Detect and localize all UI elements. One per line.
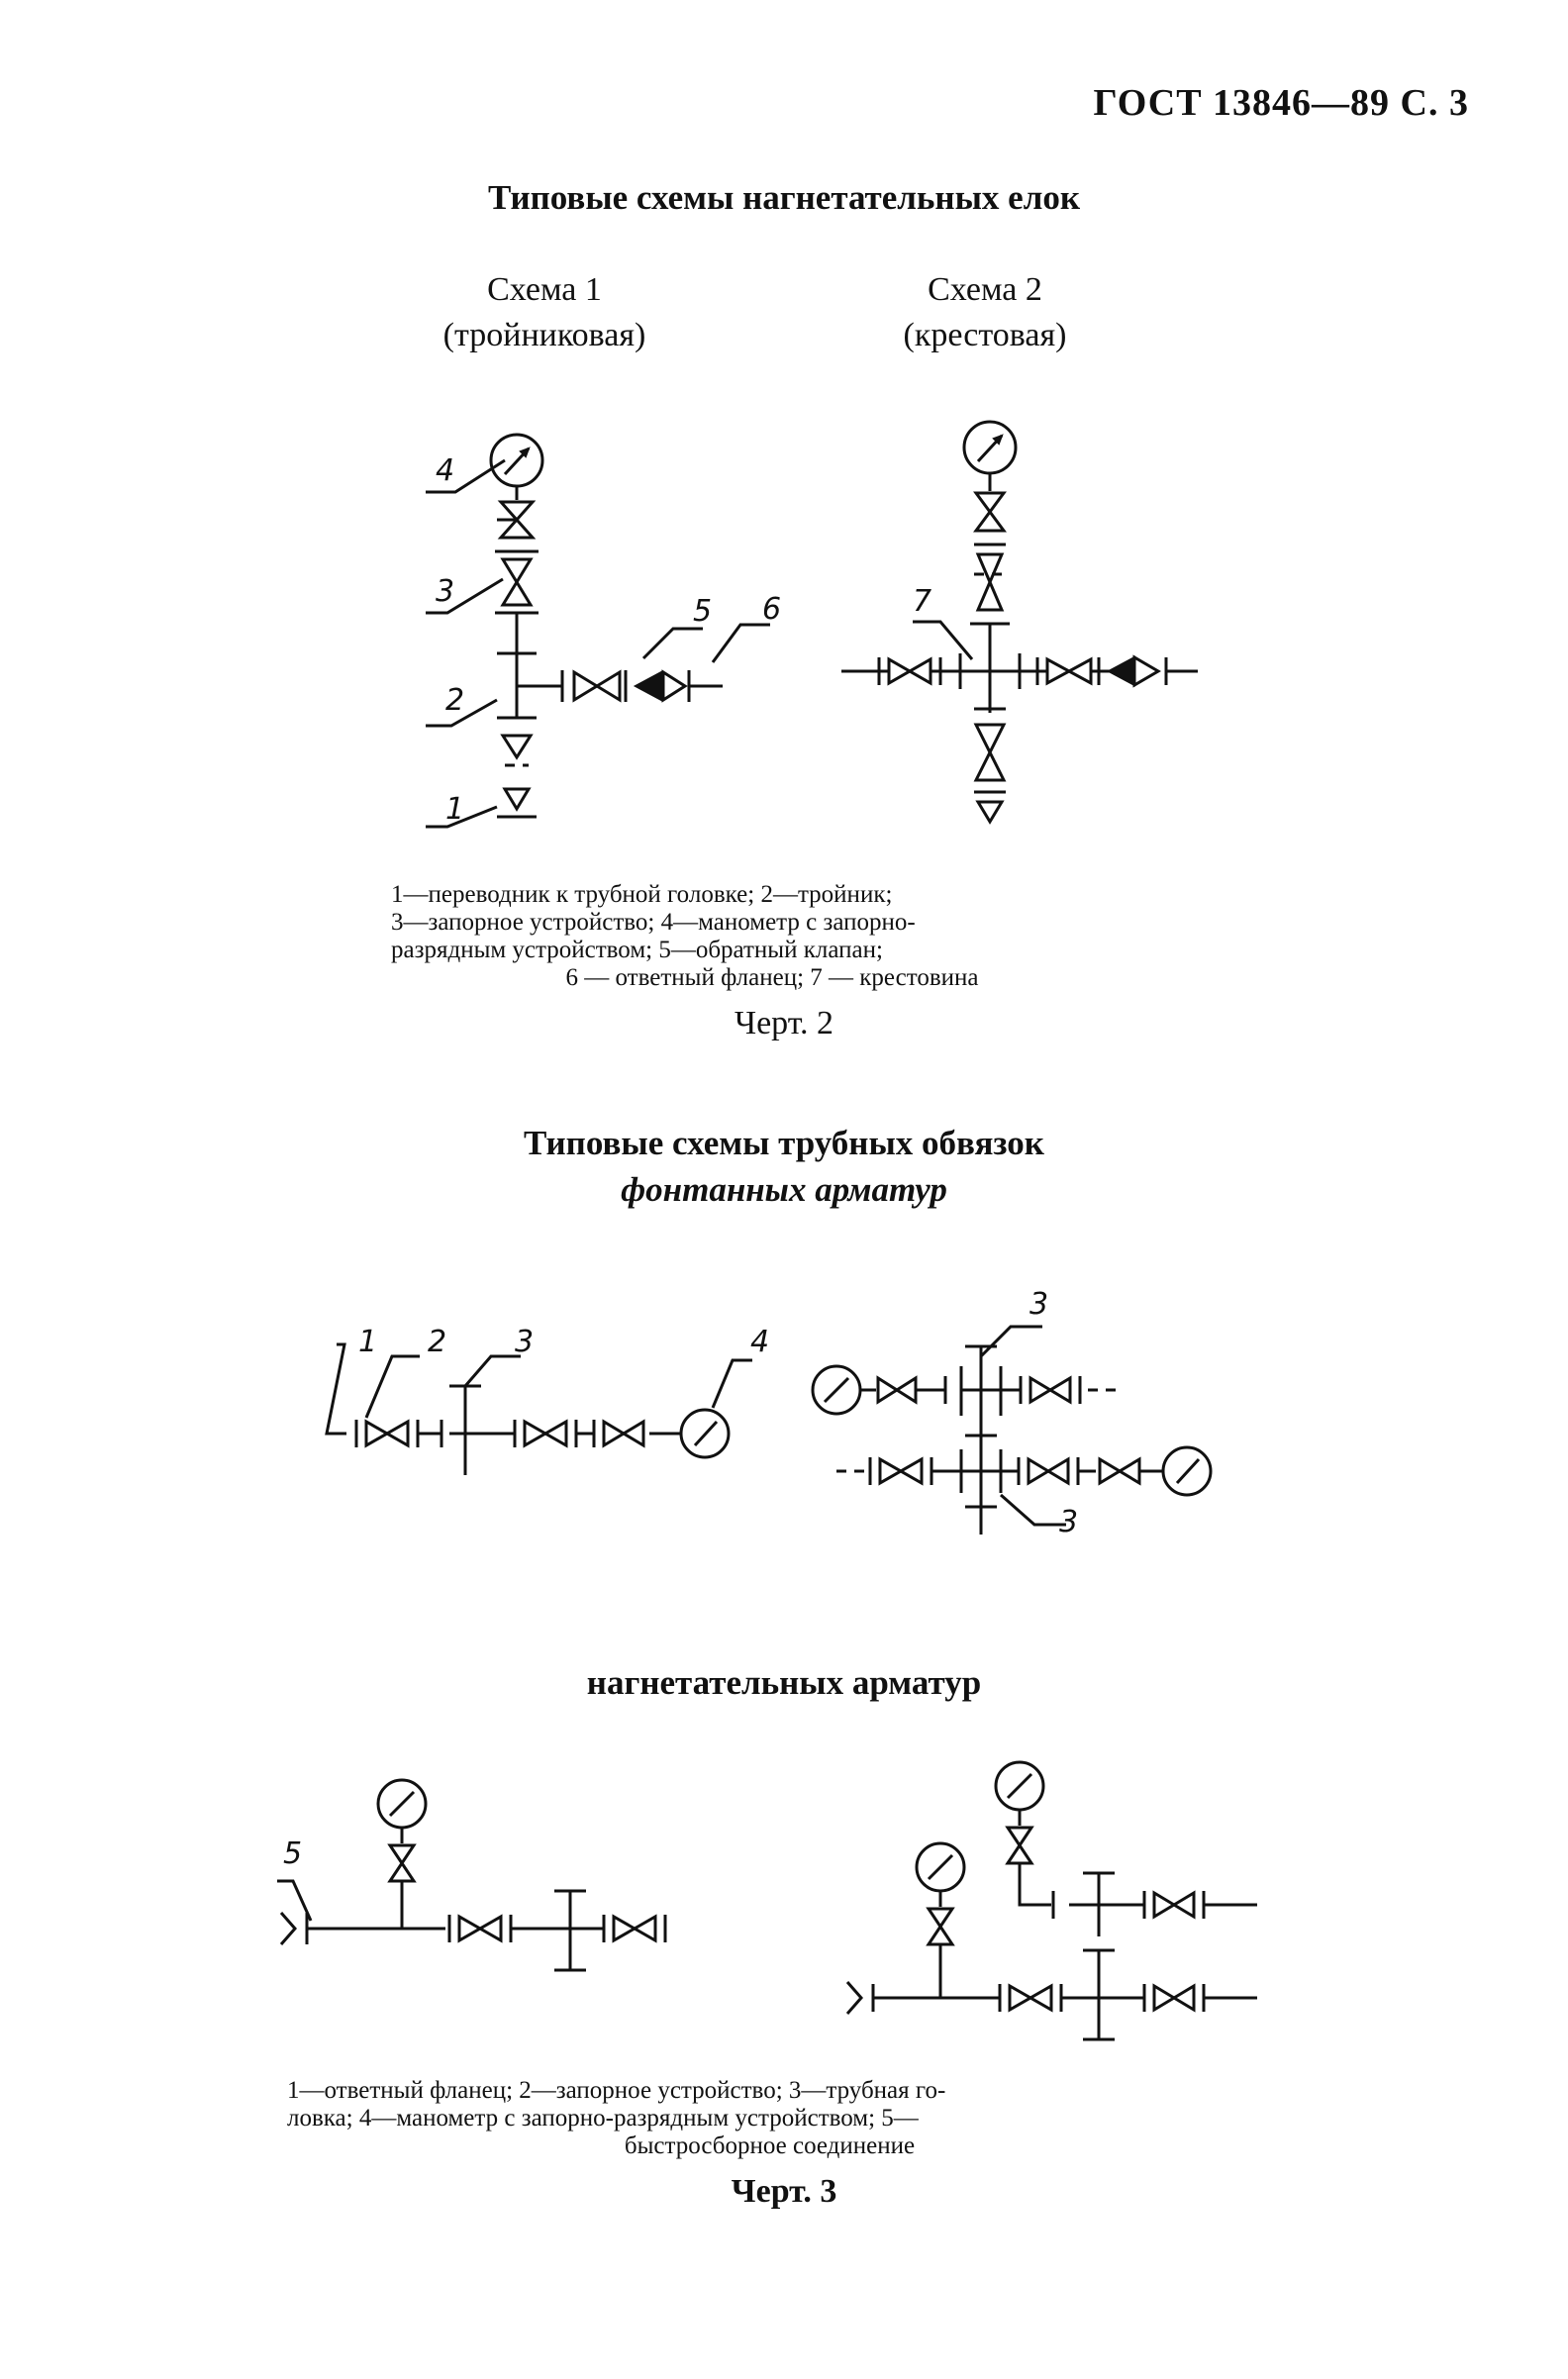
valve-icon (976, 493, 1004, 531)
valve-icon (1100, 1459, 1139, 1483)
callout-7: 7 (913, 584, 932, 619)
callout-4: 4 (750, 1325, 770, 1359)
scheme1-name: Схема 1 (487, 271, 602, 308)
valve-icon (495, 551, 539, 613)
figure-caption-2: Черт. 2 (734, 1005, 834, 1041)
legend-line: 3—запорное устройство; 4—манометр с запорно- (391, 909, 916, 936)
scheme2-name: Схема 2 (928, 271, 1042, 308)
valve-icon (974, 554, 1006, 610)
valve-icon (1030, 1378, 1070, 1402)
callout-6: 6 (762, 592, 782, 627)
injection-scheme-left (267, 1772, 762, 1990)
callout-4: 4 (436, 453, 455, 488)
legend-line: разрядным устройством; 5—обратный клапан; (391, 937, 883, 963)
valve-icon (459, 1917, 501, 1940)
valve-icon (1154, 1986, 1194, 2010)
valve-icon (497, 502, 533, 538)
legend-chart-2 (391, 881, 1153, 992)
fountain-scheme-left (317, 1317, 782, 1475)
section1-title: Типовые схемы нагнетательных елок (487, 178, 1081, 217)
valve-icon (604, 1422, 643, 1445)
callout-5: 5 (693, 594, 713, 629)
valve-icon (1008, 1828, 1031, 1863)
valve-icon (503, 736, 531, 765)
check-valve-icon (1109, 657, 1158, 685)
figure-caption-3: Черт. 3 (731, 2173, 837, 2210)
scheme1-type: (тройниковая) (442, 317, 646, 353)
callout-1: 1 (445, 792, 465, 827)
callout-3: 3 (515, 1325, 535, 1359)
fountain-scheme-right (807, 1287, 1262, 1544)
legend-line: ловка; 4—манометр с запорно-разрядным устройством; 5— (287, 2105, 919, 2131)
valve-icon (878, 1378, 916, 1402)
legend-line: 6 — ответный фланец; 7 — крестовина (565, 964, 979, 991)
legend-chart-3 (287, 2077, 1252, 2160)
valve-icon (929, 1909, 952, 1944)
valve-icon (1010, 1986, 1051, 2010)
check-valve-icon (636, 672, 685, 700)
section2-title-line1: Типовые схемы трубных обвязок (524, 1124, 1044, 1162)
valve-icon (614, 1917, 655, 1940)
legend-line: быстросборное соединение (624, 2132, 916, 2159)
callout-3-upper: 3 (1029, 1287, 1049, 1322)
callout-3-lower: 3 (1059, 1505, 1079, 1539)
scheme2-label (836, 267, 1133, 358)
scheme1-label (396, 267, 693, 358)
callout-2: 2 (445, 683, 465, 718)
valve-icon (366, 1422, 408, 1445)
valve-icon (574, 672, 620, 700)
scheme2-diagram (832, 416, 1227, 832)
section2-title-line2: фонтанных арматур (621, 1170, 947, 1209)
legend-line: 1—ответный фланец; 2—запорное устройство; 3—трубная го- (287, 2077, 946, 2104)
valve-icon (390, 1845, 414, 1881)
scheme1-diagram (426, 421, 802, 846)
valve-icon (525, 1422, 566, 1445)
section2-subtitle: нагнетательных арматур (586, 1663, 982, 1702)
injection-scheme-right (832, 1752, 1267, 2049)
callout-1: 1 (358, 1325, 378, 1359)
callout-3: 3 (436, 574, 455, 609)
page-header: ГОСТ 13846—89 С. 3 (1093, 82, 1469, 124)
adapter-icon (497, 789, 537, 817)
valve-icon (880, 1459, 922, 1483)
callout-5: 5 (283, 1836, 303, 1871)
valve-icon (1029, 1459, 1068, 1483)
valve-icon (1047, 659, 1091, 683)
callout-2: 2 (428, 1325, 447, 1359)
scheme2-type: (крестовая) (903, 317, 1067, 353)
valve-icon (889, 659, 931, 683)
legend-line: 1—переводник к трубной головке; 2—тройник; (391, 881, 893, 908)
valve-icon (1154, 1893, 1194, 1917)
valve-icon (976, 725, 1004, 780)
